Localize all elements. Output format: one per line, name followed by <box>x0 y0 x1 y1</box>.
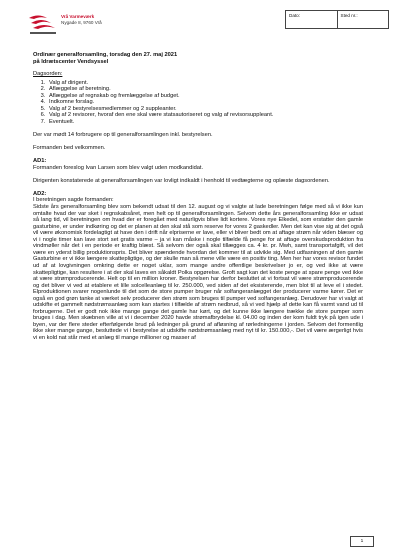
agenda-item: 5. Valg af 2 bestyrelsesmedlemmer og 2 suppleanter. <box>47 106 363 113</box>
date-field: Dato: <box>289 13 300 18</box>
vraa-varmevaerk-logo <box>28 14 58 34</box>
organization-info <box>61 14 102 26</box>
agenda-item: 4. Indkomne forslag. <box>47 99 363 106</box>
document-subtitle: på Idrætscenter Vendsyssel <box>33 58 109 65</box>
agenda-item: 6. Valg af 2 revisorer, hvoraf den ene skal være statsautoriseret og valg af revisorsuppleant. <box>47 112 363 119</box>
org-address: Nygade 8, 9760 Vrå <box>61 20 102 25</box>
agenda-heading: Dagsorden: <box>33 71 63 78</box>
attendance-text: Der var mødt 14 forbrugere op til generalforsamlingen inkl. bestyrelsen. <box>33 132 213 139</box>
org-name: Vrå Varmeværk <box>61 14 95 19</box>
agenda-item: 1. Valg af dirigent. <box>47 80 363 87</box>
agenda-list <box>33 80 363 126</box>
ad1-text: Formanden foreslog Ivan Larsen som blev valgt uden modkandidat. <box>33 164 204 171</box>
welcome-text: Formanden bed velkommen. <box>33 145 106 152</box>
ad2-heading: AD2: <box>33 190 47 197</box>
agenda-item: 2. Aflæggelse af beretning. <box>47 86 363 93</box>
agenda-item: 3. Aflæggelse af regnskab og fremlæggelse af budget. <box>47 93 363 100</box>
agenda-item: 7. Eventuelt. <box>47 119 363 126</box>
document-body <box>33 52 363 342</box>
ad1-heading: AD1: <box>33 158 47 165</box>
meta-box <box>285 10 389 29</box>
place-number-field: Sted nr.: <box>337 11 389 28</box>
ad2-body: Sidste års generalforsamling blev som bekendt udsat til den 12. august og vi valgte at lade beretningen følge med så vi ikke kun omtalte hvad der var sket i regnskabsåret, men helt op til generalforsamlingen. Selvom dette års generalforsamling ikke er udsat så lang tid, vil beretningen om hvad der er foregået med naturligvis blive lidt kortere. Vores nye Elkedel, som erstatter den gamle gasturbine, er under indkøring og det er planen at den skal stå som reserve for vores 2 gaskedler. Men det kan vise sig at det også vil være økonomisk fordelagtigt at have den i drift når elpriserne er lave, eller vi bliver bedt om at aftage strøm når viden blæser og vi i nogle timer kan lave stort set gratis varme – ja vi kan måske i nogle tilfælde få penge for at aftage overskudsproduktion fra vindmøller når det i en periode er kraftig blæst. Så selvom der også skal tillægges ca. 4 kr. pr. Mwh, samt transportafgift, vil det være en yderst billig produktionspris. Det bliver spændende hvordan det kommer til at udvikle sig. Med udfasningen af den gamle Gasturbine er vi ikke længere skattepligtige, og der skulle man så mene ville være en positiv ting. Men her har vores revisor fundet ud af at lovgivningen omkring dette er noget uklar, som mange andre offentlige beskrivelser jo er, og ved ikke at være skattepligtige, kan resultere i at der skal laves en såkaldt Polka opgørelse. Groft sagt kan det koste penge at spare penge ved ikke at være strømproducerende. Helt op til en million kroner. Bestyrelsen har derfor besluttet at vi fortsat vil være strømproducerende og det bliver vi ved at etablere et lille solcelleanlæg til kr. 250.000, ved siden af det eksisterende, men blot til at leve el i stedet. Elproduktionen svarer nogenlunde til det som de store pumper bruger når solfangeranlægget der producerer varme kører. Det er også en god grøn tanke at værket selv producerer den strøm som bruges til pumper ved solfangeranlæg. Derudover har vi valgt at udskifte et gammelt nødstrømsanlæg som kan startes i tilfælde af strøm nedbrud, så vi ved hjælp af dette kan få varmt vand ud til forbrugerne. Det er godt nok ikke mange gange det gamle har kørt, og det kunne ikke længere trække de store pumper som bruges i dag. Men skæbnen ville at vi i december 2020 havde strømafbrydelse kl. 04.00 og inden der kom fuldt tryk på igen ude i byen, var der flere steder efterfølgende brud på ledninger på grund af afløsning af rørledningerne i jorden. Selvom det formentlig ikke sker mange gange, besluttede vi i bestyrelse at udskifte nødstrømsanlæg med nyt til kr. 150.000,-. Det vil være ærgerligt hvis vi en kold nat står med et anlæg til mange millioner og masser af <box>33 204 363 341</box>
ad1-text-2: Dirigenten konstaterede at generalforsamlingen var lovligt indkaldt i henhold til vedtægterne og oplæste dagsordenen. <box>33 177 330 184</box>
ad2-intro: I beretningen sagde formanden: <box>33 197 114 204</box>
document-title: Ordinær generalforsamling, torsdag den 27. maj 2021 <box>33 52 178 58</box>
page-number: 1 <box>350 536 374 547</box>
